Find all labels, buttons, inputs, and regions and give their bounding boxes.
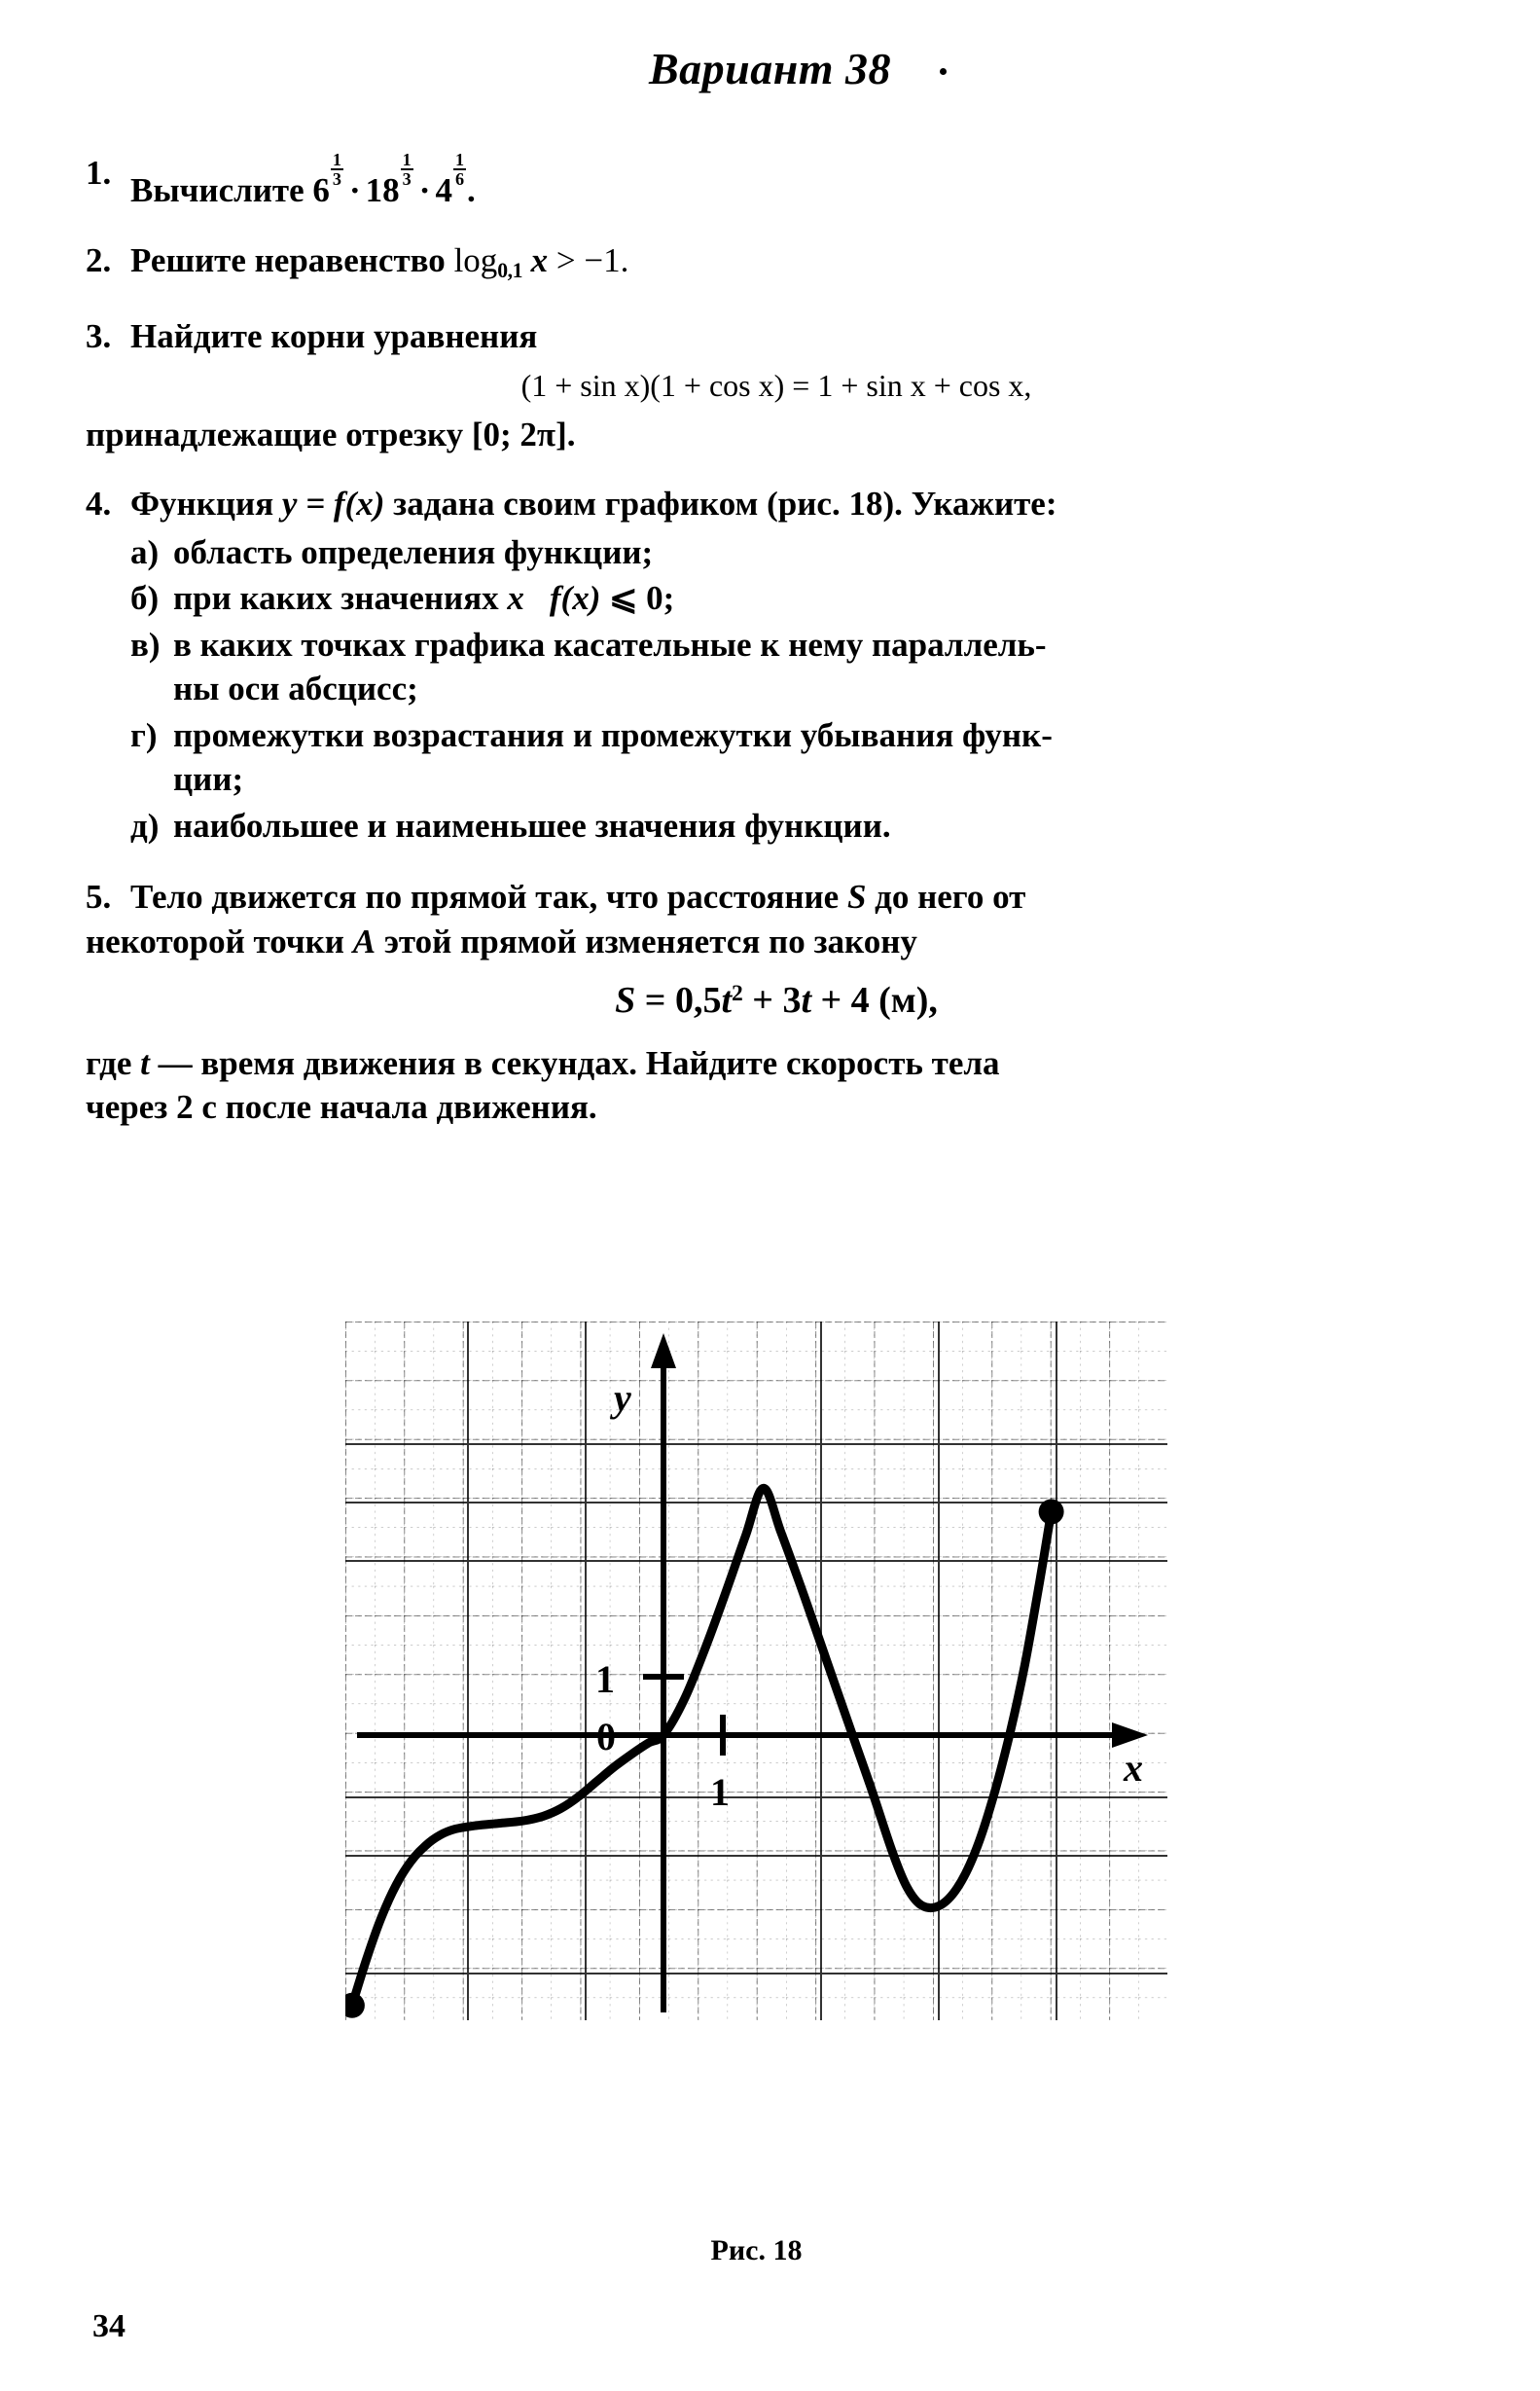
graph-paper-grid — [345, 1322, 1167, 2020]
expr-base-1: 6 — [312, 171, 330, 210]
problem-5-time-symbol: t — [140, 1043, 150, 1082]
problem-1-number: 1. — [86, 154, 112, 192]
formula-lhs: S — [615, 980, 636, 1022]
problem-4-body — [130, 485, 1057, 523]
y-unit-label: 1 — [595, 1657, 615, 1701]
y-axis-label: y — [614, 1376, 631, 1420]
formula-plus-1: + — [752, 980, 773, 1022]
subitem-b-text: при каких значениях — [173, 579, 499, 618]
subitem-v-line2: ны оси абсцисс; — [173, 670, 418, 708]
problem-5-distance-symbol: S — [846, 878, 867, 917]
expr-base-2: 18 — [365, 171, 400, 210]
problem-4-subitems — [86, 530, 1467, 849]
problem-3-tail: принадлежащие отрезку [0; 2π]. — [86, 415, 576, 453]
problem-5-line2a: некоторой точки — [86, 922, 344, 960]
x-axis-label: x — [1124, 1746, 1143, 1790]
expr-exponent-2: $\frac{1}{3}$ — [402, 150, 412, 190]
log-relation: > −1. — [555, 240, 629, 279]
title-decoration-dot — [940, 68, 947, 75]
problem-4-lead-part2: задана своим графиком (рис. 18). Укажите: — [393, 485, 1057, 524]
problem-5-line1a: Тело движется по прямой так, что расстояние — [130, 878, 840, 917]
problem-5-tail-b: — время движения в секундах. Найдите скорость тела — [158, 1043, 1000, 1082]
problem-4-lead-part1: Функция — [130, 485, 274, 524]
subitem-v-line1: в каких точках графика касательные к нему параллель- — [173, 625, 1047, 664]
problem-4 — [86, 482, 1467, 848]
problem-5-body — [130, 878, 1025, 916]
subitem-b-variable: x — [507, 579, 524, 618]
problem-1-body — [130, 150, 476, 210]
problem-4-function-notation: y = f(x) — [281, 485, 385, 524]
formula-t1: t — [721, 980, 732, 1022]
formula-coefficient: 0,5 — [674, 980, 722, 1022]
problem-4-number: 4. — [86, 485, 112, 524]
formula-constant: 4 — [850, 980, 870, 1022]
multiplication-dot-1: · — [348, 171, 361, 210]
multiplication-dot-2: · — [418, 171, 431, 210]
problem-list — [86, 151, 1467, 1151]
problem-5-number: 5. — [86, 878, 112, 917]
problem-5-tail-line1 — [86, 1041, 1467, 1086]
expr-exponent-1: $\frac{1}{3}$ — [332, 150, 341, 190]
curve-right-endpoint-dot — [1039, 1500, 1064, 1525]
function-graph-figure — [345, 1322, 1167, 2020]
x-unit-label: 1 — [710, 1770, 730, 1814]
origin-label: 0 — [596, 1715, 616, 1758]
log-variable: x — [530, 240, 549, 279]
expr-exponent-3: $\frac{1}{6}$ — [454, 150, 465, 190]
subitem-g-label: г) — [130, 715, 158, 754]
problem-2-expression — [453, 240, 629, 283]
subitem-d-text: наибольшее и наименьшее значения функции. — [173, 806, 891, 845]
log-base: 0,1 — [497, 259, 522, 283]
subitem-a — [130, 530, 1467, 575]
problem-5-formula — [86, 977, 1467, 1025]
formula-equals: = — [644, 980, 666, 1022]
problem-2-number: 2. — [86, 240, 112, 279]
subitem-a-text: область определения функции; — [173, 532, 654, 571]
formula-term2: 3 — [782, 980, 802, 1022]
problem-2 — [86, 238, 1467, 285]
subitem-b-relation: ⩽ 0; — [609, 579, 675, 618]
problem-1-lead: Вычислите — [130, 171, 304, 210]
formula-t2: t — [801, 980, 811, 1022]
subitem-b — [130, 576, 1467, 621]
problem-3-number: 3. — [86, 316, 112, 355]
page-title: Вариант 38 — [648, 44, 892, 93]
subitem-d — [130, 804, 1467, 849]
subitem-g-line1: промежутки возрастания и промежутки убывания функ- — [173, 715, 1053, 754]
problem-2-body — [130, 240, 629, 283]
problem-1-expression — [312, 150, 476, 210]
expr-base-3: 4 — [435, 171, 452, 210]
problem-3 — [86, 314, 1467, 457]
problem-5-line2b: этой прямой изменяется по закону — [383, 922, 917, 960]
problem-2-lead: Решите неравенство — [130, 240, 446, 279]
expr-period: . — [467, 171, 476, 210]
formula-unit: (м), — [878, 980, 938, 1022]
subitem-b-label: б) — [130, 579, 160, 618]
subitem-b-function: f(x) — [549, 579, 601, 618]
log-word: log — [453, 240, 498, 279]
subitem-v — [130, 623, 1467, 711]
problem-5-tail-line2: через 2 с после начала движения. — [86, 1088, 597, 1127]
problem-3-body — [130, 317, 537, 355]
formula-plus-2: + — [820, 980, 842, 1022]
figure-caption: Рис. 18 — [710, 2234, 803, 2266]
problem-5-line1b: до него от — [875, 878, 1026, 917]
subitem-v-label: в) — [130, 625, 161, 664]
problem-5-line2 — [86, 920, 1467, 964]
subitem-g-line2: ции; — [173, 760, 244, 799]
subitem-a-label: а) — [130, 532, 160, 571]
problem-1 — [86, 151, 1467, 213]
problem-5 — [86, 875, 1467, 1129]
problem-5-tail-a: где — [86, 1043, 132, 1082]
graph-svg — [345, 1322, 1167, 2020]
problem-3-lead: Найдите корни уравнения — [130, 316, 538, 355]
formula-exponent: 2 — [732, 981, 743, 1007]
problem-5-point-symbol: A — [352, 922, 376, 960]
problem-3-equation: (1 + sin x)(1 + cos x) = 1 + sin x + cos x, — [520, 368, 1032, 404]
subitem-g — [130, 713, 1467, 802]
page-number: 34 — [92, 2308, 125, 2344]
subitem-d-label: д) — [130, 806, 160, 845]
